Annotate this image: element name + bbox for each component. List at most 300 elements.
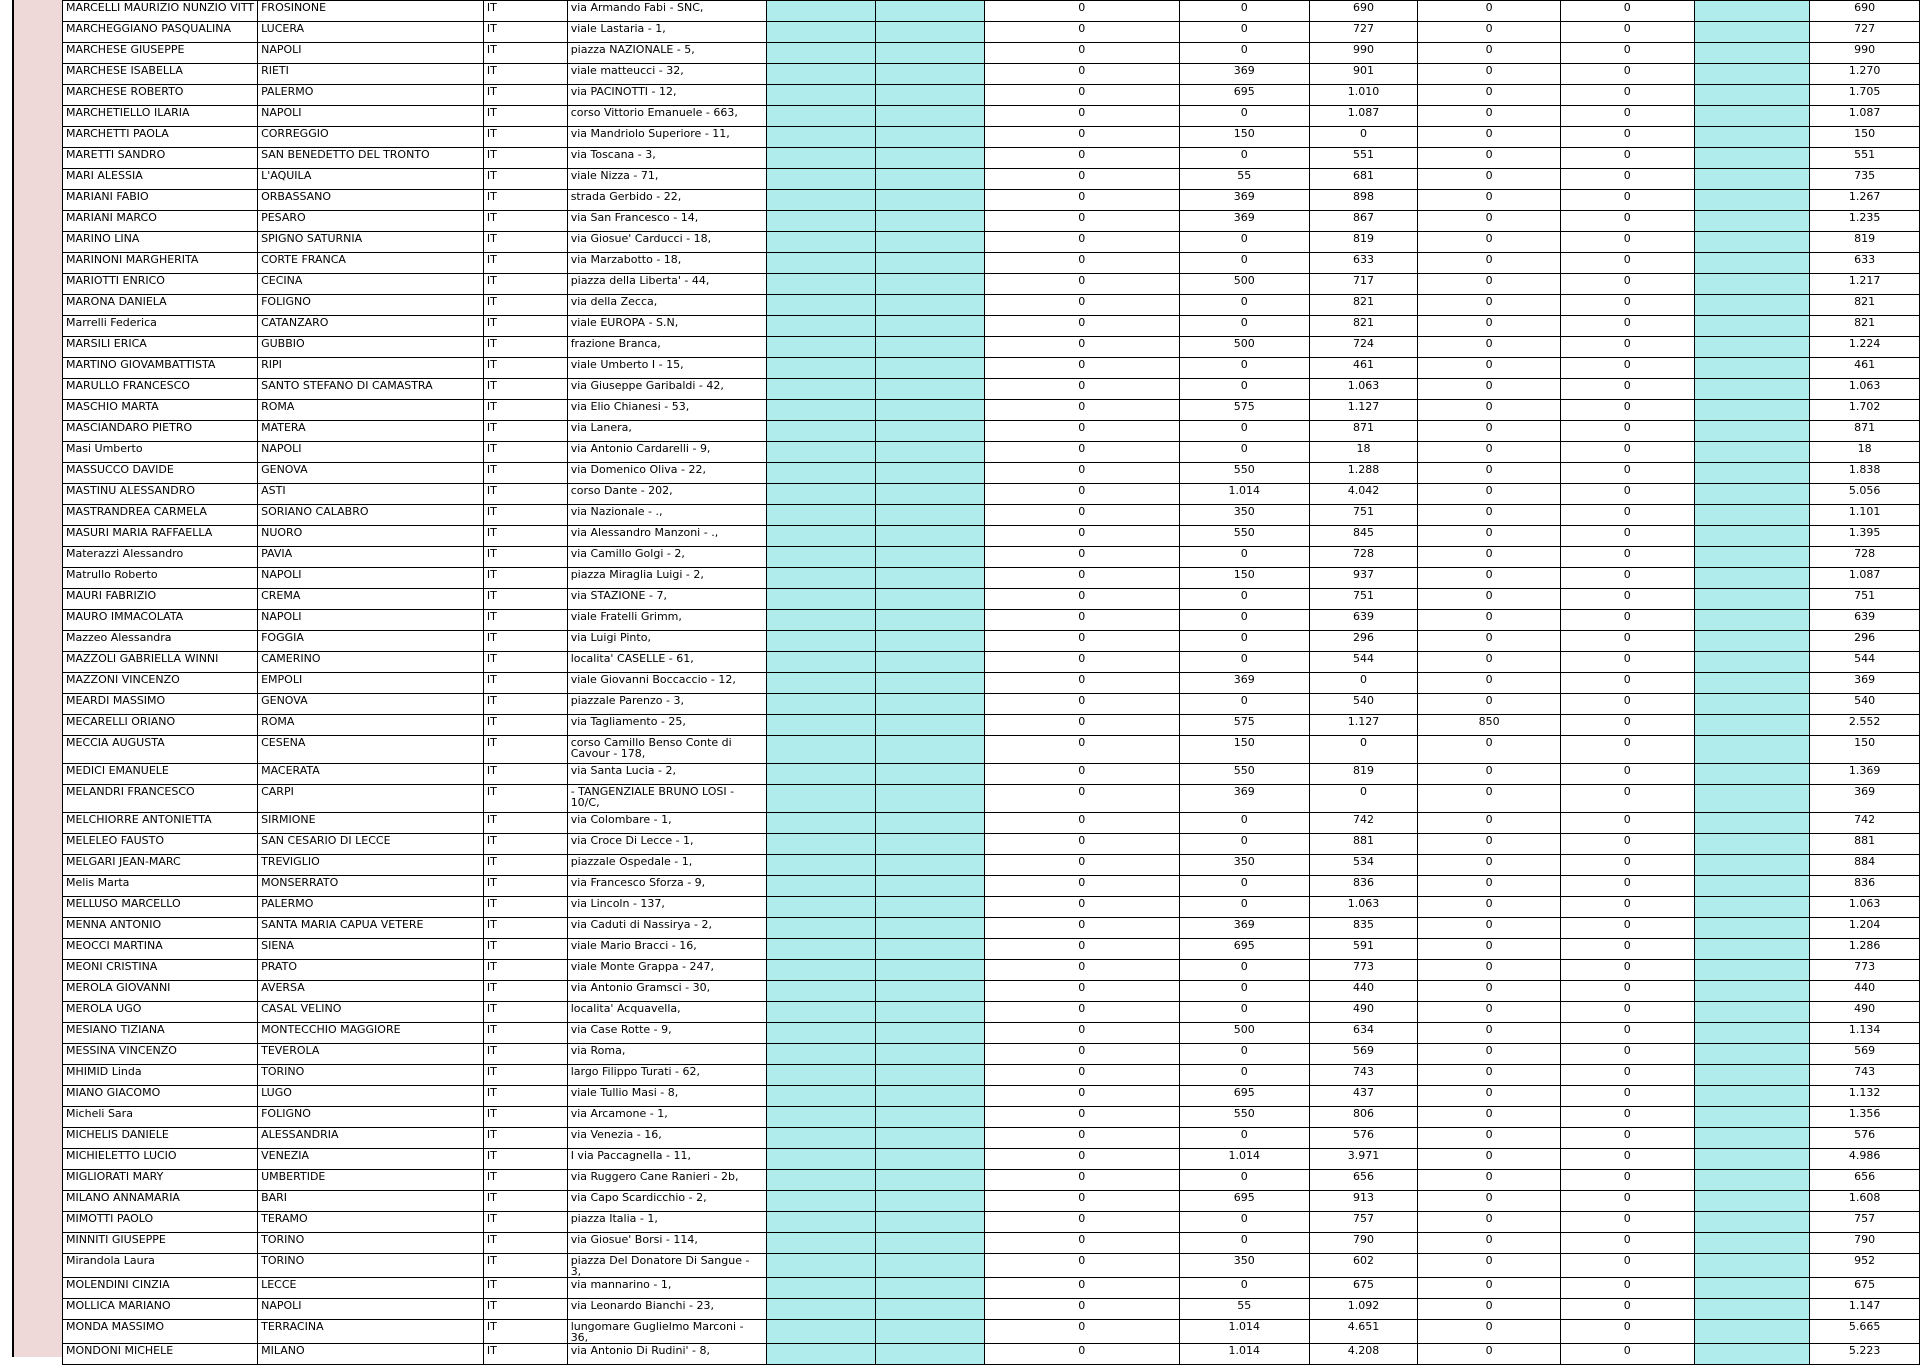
cell-address: via Caduti di Nassirya - 2, xyxy=(567,918,767,939)
cell-country: IT xyxy=(483,981,567,1002)
cell-value-5: 0 xyxy=(1560,274,1694,295)
cell-highlight-b xyxy=(875,673,984,694)
cell-highlight-b xyxy=(875,505,984,526)
cell-address: viale Lastaria - 1, xyxy=(567,22,767,43)
cell-country: IT xyxy=(483,939,567,960)
cell-value-2: 695 xyxy=(1179,85,1309,106)
cell-value-1: 0 xyxy=(984,64,1179,85)
cell-city: NUORO xyxy=(258,526,484,547)
cell-highlight-c xyxy=(1694,785,1810,813)
cell-value-4: 0 xyxy=(1418,652,1561,673)
cell-highlight-c xyxy=(1694,64,1810,85)
cell-city: TORINO xyxy=(258,1233,484,1254)
cell-highlight-b xyxy=(875,1,984,22)
cell-city: PALERMO xyxy=(258,85,484,106)
table-row xyxy=(63,337,1920,358)
cell-value-5: 0 xyxy=(1560,1023,1694,1044)
cell-address: piazza NAZIONALE - 5, xyxy=(567,43,767,64)
cell-value-3: 437 xyxy=(1309,1086,1418,1107)
cell-name: MAURI FABRIZIO xyxy=(63,589,258,610)
cell-highlight-b xyxy=(875,939,984,960)
cell-city: MILANO xyxy=(258,1344,484,1365)
cell-total: 5.223 xyxy=(1810,1344,1920,1365)
table-row xyxy=(63,1002,1920,1023)
cell-total: 1.063 xyxy=(1810,379,1920,400)
cell-highlight-c xyxy=(1694,589,1810,610)
cell-value-5: 0 xyxy=(1560,463,1694,484)
cell-value-5: 0 xyxy=(1560,631,1694,652)
cell-address: via Arcamone - 1, xyxy=(567,1107,767,1128)
cell-value-2: 1.014 xyxy=(1179,1320,1309,1344)
cell-address: via Capo Scardicchio - 2, xyxy=(567,1191,767,1212)
cell-total: 656 xyxy=(1810,1170,1920,1191)
cell-value-2: 575 xyxy=(1179,400,1309,421)
cell-city: CREMA xyxy=(258,589,484,610)
cell-city: ORBASSANO xyxy=(258,190,484,211)
cell-country: IT xyxy=(483,694,567,715)
cell-country: IT xyxy=(483,1212,567,1233)
cell-highlight-a xyxy=(767,337,876,358)
cell-value-3: 675 xyxy=(1309,1278,1418,1299)
cell-total: 1.705 xyxy=(1810,85,1920,106)
cell-highlight-a xyxy=(767,547,876,568)
cell-address: via Alessandro Manzoni - ., xyxy=(567,526,767,547)
cell-value-5: 0 xyxy=(1560,127,1694,148)
cell-highlight-b xyxy=(875,106,984,127)
cell-name: MOLENDINI CINZIA xyxy=(63,1278,258,1299)
cell-highlight-b xyxy=(875,1212,984,1233)
cell-name: MAZZONI VINCENZO xyxy=(63,673,258,694)
cell-city: MONSERRATO xyxy=(258,876,484,897)
table-row xyxy=(63,1,1920,22)
cell-highlight-a xyxy=(767,1086,876,1107)
cell-highlight-c xyxy=(1694,169,1810,190)
cell-city: TORINO xyxy=(258,1065,484,1086)
cell-value-5: 0 xyxy=(1560,785,1694,813)
cell-highlight-a xyxy=(767,253,876,274)
cell-country: IT xyxy=(483,316,567,337)
cell-value-3: 773 xyxy=(1309,960,1418,981)
cell-total: 540 xyxy=(1810,694,1920,715)
cell-value-2: 369 xyxy=(1179,918,1309,939)
cell-highlight-a xyxy=(767,22,876,43)
cell-highlight-c xyxy=(1694,813,1810,834)
cell-highlight-b xyxy=(875,358,984,379)
table-row xyxy=(63,421,1920,442)
cell-highlight-b xyxy=(875,981,984,1002)
cell-highlight-a xyxy=(767,400,876,421)
cell-highlight-b xyxy=(875,694,984,715)
cell-city: FOGGIA xyxy=(258,631,484,652)
cell-value-5: 0 xyxy=(1560,834,1694,855)
cell-city: GENOVA xyxy=(258,694,484,715)
cell-city: CECINA xyxy=(258,274,484,295)
cell-city: FROSINONE xyxy=(258,1,484,22)
cell-value-1: 0 xyxy=(984,960,1179,981)
cell-name: MASCIANDARO PIETRO xyxy=(63,421,258,442)
cell-value-1: 0 xyxy=(984,505,1179,526)
cell-value-4: 0 xyxy=(1418,316,1561,337)
cell-highlight-a xyxy=(767,1299,876,1320)
cell-value-3: 867 xyxy=(1309,211,1418,232)
cell-highlight-c xyxy=(1694,918,1810,939)
cell-value-5: 0 xyxy=(1560,421,1694,442)
cell-address: viale Mario Bracci - 16, xyxy=(567,939,767,960)
cell-highlight-c xyxy=(1694,442,1810,463)
cell-highlight-a xyxy=(767,190,876,211)
cell-value-2: 369 xyxy=(1179,785,1309,813)
cell-name: MIANO GIACOMO xyxy=(63,1086,258,1107)
cell-value-2: 369 xyxy=(1179,211,1309,232)
cell-highlight-b xyxy=(875,169,984,190)
cell-highlight-b xyxy=(875,876,984,897)
cell-highlight-b xyxy=(875,610,984,631)
cell-value-2: 0 xyxy=(1179,1,1309,22)
table-row xyxy=(63,22,1920,43)
table-row xyxy=(63,1278,1920,1299)
cell-country: IT xyxy=(483,1065,567,1086)
cell-city: GUBBIO xyxy=(258,337,484,358)
cell-total: 727 xyxy=(1810,22,1920,43)
sheet-left-border xyxy=(12,0,14,1357)
cell-highlight-a xyxy=(767,1107,876,1128)
cell-highlight-c xyxy=(1694,106,1810,127)
cell-country: IT xyxy=(483,148,567,169)
table-row xyxy=(63,526,1920,547)
cell-value-5: 0 xyxy=(1560,1212,1694,1233)
cell-value-2: 695 xyxy=(1179,1086,1309,1107)
cell-highlight-c xyxy=(1694,1344,1810,1365)
cell-highlight-b xyxy=(875,379,984,400)
cell-value-1: 0 xyxy=(984,1233,1179,1254)
cell-country: IT xyxy=(483,610,567,631)
cell-total: 821 xyxy=(1810,316,1920,337)
cell-total: 369 xyxy=(1810,673,1920,694)
cell-country: IT xyxy=(483,855,567,876)
cell-total: 1.356 xyxy=(1810,1107,1920,1128)
cell-country: IT xyxy=(483,631,567,652)
cell-value-1: 0 xyxy=(984,43,1179,64)
cell-address: - TANGENZIALE BRUNO LOSI - 10/C, xyxy=(567,785,767,813)
cell-value-3: 551 xyxy=(1309,148,1418,169)
cell-value-4: 0 xyxy=(1418,274,1561,295)
table-row xyxy=(63,1107,1920,1128)
cell-total: 576 xyxy=(1810,1128,1920,1149)
cell-value-5: 0 xyxy=(1560,169,1694,190)
cell-value-4: 0 xyxy=(1418,1191,1561,1212)
cell-name: Micheli Sara xyxy=(63,1107,258,1128)
cell-highlight-c xyxy=(1694,484,1810,505)
cell-value-1: 0 xyxy=(984,1065,1179,1086)
table-row xyxy=(63,442,1920,463)
cell-name: MASURI MARIA RAFFAELLA xyxy=(63,526,258,547)
cell-highlight-b xyxy=(875,897,984,918)
cell-name: MESIANO TIZIANA xyxy=(63,1023,258,1044)
cell-country: IT xyxy=(483,295,567,316)
cell-highlight-b xyxy=(875,463,984,484)
cell-address: via Case Rotte - 9, xyxy=(567,1023,767,1044)
cell-highlight-a xyxy=(767,1254,876,1278)
cell-address: via Mandriolo Superiore - 11, xyxy=(567,127,767,148)
cell-value-4: 0 xyxy=(1418,855,1561,876)
cell-highlight-b xyxy=(875,960,984,981)
cell-name: MOLLICA MARIANO xyxy=(63,1299,258,1320)
cell-value-2: 0 xyxy=(1179,148,1309,169)
cell-address: viale Tullio Masi - 8, xyxy=(567,1086,767,1107)
cell-city: SORIANO CALABRO xyxy=(258,505,484,526)
cell-total: 773 xyxy=(1810,960,1920,981)
cell-city: TERRACINA xyxy=(258,1320,484,1344)
cell-value-2: 55 xyxy=(1179,169,1309,190)
cell-value-4: 0 xyxy=(1418,631,1561,652)
cell-city: MATERA xyxy=(258,421,484,442)
cell-value-4: 0 xyxy=(1418,876,1561,897)
cell-highlight-b xyxy=(875,337,984,358)
cell-address: via Toscana - 3, xyxy=(567,148,767,169)
table-row xyxy=(63,960,1920,981)
cell-highlight-b xyxy=(875,855,984,876)
cell-address: via Lincoln - 137, xyxy=(567,897,767,918)
cell-highlight-c xyxy=(1694,421,1810,442)
cell-highlight-a xyxy=(767,1170,876,1191)
cell-value-3: 1.063 xyxy=(1309,379,1418,400)
table-row xyxy=(63,379,1920,400)
cell-name: MARIANI FABIO xyxy=(63,190,258,211)
cell-city: ROMA xyxy=(258,400,484,421)
cell-highlight-c xyxy=(1694,1278,1810,1299)
table-row xyxy=(63,547,1920,568)
cell-value-5: 0 xyxy=(1560,85,1694,106)
cell-highlight-c xyxy=(1694,463,1810,484)
cell-highlight-c xyxy=(1694,190,1810,211)
cell-value-2: 369 xyxy=(1179,190,1309,211)
cell-address: corso Camillo Benso Conte di Cavour - 178, xyxy=(567,736,767,764)
cell-value-4: 0 xyxy=(1418,834,1561,855)
cell-name: MAZZOLI GABRIELLA WINNI xyxy=(63,652,258,673)
cell-total: 490 xyxy=(1810,1002,1920,1023)
cell-value-5: 0 xyxy=(1560,547,1694,568)
cell-total: 1.224 xyxy=(1810,337,1920,358)
cell-value-4: 0 xyxy=(1418,1,1561,22)
cell-total: 1.270 xyxy=(1810,64,1920,85)
cell-total: 1.132 xyxy=(1810,1086,1920,1107)
cell-highlight-c xyxy=(1694,1212,1810,1233)
cell-highlight-a xyxy=(767,106,876,127)
cell-value-4: 0 xyxy=(1418,960,1561,981)
table-row xyxy=(63,484,1920,505)
cell-highlight-a xyxy=(767,673,876,694)
cell-total: 952 xyxy=(1810,1254,1920,1278)
cell-country: IT xyxy=(483,764,567,785)
cell-value-1: 0 xyxy=(984,1191,1179,1212)
table-row xyxy=(63,505,1920,526)
cell-country: IT xyxy=(483,547,567,568)
cell-address: via PACINOTTI - 12, xyxy=(567,85,767,106)
cell-value-2: 150 xyxy=(1179,736,1309,764)
cell-address: via Venezia - 16, xyxy=(567,1128,767,1149)
cell-value-4: 0 xyxy=(1418,421,1561,442)
cell-total: 690 xyxy=(1810,1,1920,22)
cell-value-2: 550 xyxy=(1179,526,1309,547)
cell-value-4: 0 xyxy=(1418,295,1561,316)
cell-city: CARPI xyxy=(258,785,484,813)
cell-highlight-b xyxy=(875,715,984,736)
cell-country: IT xyxy=(483,190,567,211)
cell-highlight-b xyxy=(875,834,984,855)
cell-highlight-c xyxy=(1694,274,1810,295)
cell-highlight-c xyxy=(1694,897,1810,918)
cell-total: 884 xyxy=(1810,855,1920,876)
cell-value-3: 490 xyxy=(1309,1002,1418,1023)
cell-city: TREVIGLIO xyxy=(258,855,484,876)
cell-total: 1.838 xyxy=(1810,463,1920,484)
cell-country: IT xyxy=(483,1086,567,1107)
cell-value-5: 0 xyxy=(1560,981,1694,1002)
cell-value-5: 0 xyxy=(1560,64,1694,85)
cell-value-1: 0 xyxy=(984,785,1179,813)
cell-value-3: 819 xyxy=(1309,232,1418,253)
cell-value-3: 806 xyxy=(1309,1107,1418,1128)
cell-name: Mirandola Laura xyxy=(63,1254,258,1278)
cell-highlight-b xyxy=(875,421,984,442)
cell-value-2: 0 xyxy=(1179,1065,1309,1086)
cell-value-1: 0 xyxy=(984,1320,1179,1344)
cell-highlight-a xyxy=(767,694,876,715)
cell-value-4: 0 xyxy=(1418,1128,1561,1149)
cell-highlight-b xyxy=(875,484,984,505)
cell-highlight-a xyxy=(767,421,876,442)
cell-name: MELCHIORRE ANTONIETTA xyxy=(63,813,258,834)
cell-value-2: 550 xyxy=(1179,463,1309,484)
cell-country: IT xyxy=(483,274,567,295)
cell-total: 1.087 xyxy=(1810,568,1920,589)
table-row xyxy=(63,834,1920,855)
cell-value-1: 0 xyxy=(984,1023,1179,1044)
cell-highlight-a xyxy=(767,484,876,505)
cell-highlight-c xyxy=(1694,736,1810,764)
cell-name: MARCHEGGIANO PASQUALINA xyxy=(63,22,258,43)
cell-value-1: 0 xyxy=(984,337,1179,358)
cell-value-3: 757 xyxy=(1309,1212,1418,1233)
cell-name: MASTINU ALESSANDRO xyxy=(63,484,258,505)
cell-value-3: 1.063 xyxy=(1309,897,1418,918)
cell-address: via STAZIONE - 7, xyxy=(567,589,767,610)
cell-value-1: 0 xyxy=(984,547,1179,568)
cell-value-1: 0 xyxy=(984,379,1179,400)
cell-address: via Giosue' Carducci - 18, xyxy=(567,232,767,253)
cell-value-5: 0 xyxy=(1560,22,1694,43)
cell-city: ASTI xyxy=(258,484,484,505)
cell-highlight-b xyxy=(875,22,984,43)
cell-city: UMBERTIDE xyxy=(258,1170,484,1191)
cell-value-2: 0 xyxy=(1179,652,1309,673)
cell-name: MARETTI SANDRO xyxy=(63,148,258,169)
cell-highlight-b xyxy=(875,148,984,169)
cell-value-3: 440 xyxy=(1309,981,1418,1002)
cell-value-3: 835 xyxy=(1309,918,1418,939)
cell-name: MESSINA VINCENZO xyxy=(63,1044,258,1065)
cell-address: via Croce Di Lecce - 1, xyxy=(567,834,767,855)
table-row xyxy=(63,673,1920,694)
cell-city: NAPOLI xyxy=(258,1299,484,1320)
cell-value-1: 0 xyxy=(984,715,1179,736)
cell-total: 1.369 xyxy=(1810,764,1920,785)
cell-value-3: 724 xyxy=(1309,337,1418,358)
cell-value-2: 0 xyxy=(1179,43,1309,64)
cell-city: EMPOLI xyxy=(258,673,484,694)
cell-name: MASSUCCO DAVIDE xyxy=(63,463,258,484)
cell-city: SANTO STEFANO DI CAMASTRA xyxy=(258,379,484,400)
cell-value-5: 0 xyxy=(1560,1233,1694,1254)
cell-total: 2.552 xyxy=(1810,715,1920,736)
cell-total: 881 xyxy=(1810,834,1920,855)
cell-city: SAN CESARIO DI LECCE xyxy=(258,834,484,855)
cell-value-3: 751 xyxy=(1309,505,1418,526)
cell-highlight-b xyxy=(875,736,984,764)
cell-highlight-b xyxy=(875,1191,984,1212)
cell-name: MICHIELETTO LUCIO xyxy=(63,1149,258,1170)
table-row xyxy=(63,127,1920,148)
cell-address: piazza della Liberta' - 44, xyxy=(567,274,767,295)
table-row xyxy=(63,715,1920,736)
cell-value-5: 0 xyxy=(1560,106,1694,127)
cell-highlight-c xyxy=(1694,855,1810,876)
cell-highlight-a xyxy=(767,1149,876,1170)
cell-value-1: 0 xyxy=(984,652,1179,673)
cell-value-4: 0 xyxy=(1418,232,1561,253)
cell-total: 1.608 xyxy=(1810,1191,1920,1212)
cell-highlight-b xyxy=(875,918,984,939)
cell-city: SIENA xyxy=(258,939,484,960)
table-row xyxy=(63,610,1920,631)
cell-name: MIMOTTI PAOLO xyxy=(63,1212,258,1233)
table-row xyxy=(63,981,1920,1002)
cell-city: RIETI xyxy=(258,64,484,85)
cell-name: Matrullo Roberto xyxy=(63,568,258,589)
cell-highlight-c xyxy=(1694,400,1810,421)
table-row xyxy=(63,106,1920,127)
cell-country: IT xyxy=(483,106,567,127)
cell-highlight-a xyxy=(767,1278,876,1299)
cell-value-3: 881 xyxy=(1309,834,1418,855)
cell-highlight-a xyxy=(767,939,876,960)
cell-total: 790 xyxy=(1810,1233,1920,1254)
cell-name: MEDICI EMANUELE xyxy=(63,764,258,785)
cell-value-2: 550 xyxy=(1179,764,1309,785)
cell-address: via Elio Chianesi - 53, xyxy=(567,400,767,421)
cell-value-4: 0 xyxy=(1418,673,1561,694)
cell-name: Marrelli Federica xyxy=(63,316,258,337)
cell-country: IT xyxy=(483,211,567,232)
cell-highlight-b xyxy=(875,190,984,211)
cell-total: 5.665 xyxy=(1810,1320,1920,1344)
cell-highlight-b xyxy=(875,43,984,64)
cell-value-3: 656 xyxy=(1309,1170,1418,1191)
cell-value-1: 0 xyxy=(984,1344,1179,1365)
cell-highlight-a xyxy=(767,1023,876,1044)
cell-value-1: 0 xyxy=(984,484,1179,505)
table-row xyxy=(63,85,1920,106)
cell-value-2: 0 xyxy=(1179,1233,1309,1254)
cell-value-5: 0 xyxy=(1560,232,1694,253)
cell-value-5: 0 xyxy=(1560,715,1694,736)
cell-name: MARCHESE ROBERTO xyxy=(63,85,258,106)
cell-total: 1.204 xyxy=(1810,918,1920,939)
cell-value-5: 0 xyxy=(1560,211,1694,232)
cell-value-4: 0 xyxy=(1418,1023,1561,1044)
table-row xyxy=(63,274,1920,295)
cell-value-2: 369 xyxy=(1179,673,1309,694)
